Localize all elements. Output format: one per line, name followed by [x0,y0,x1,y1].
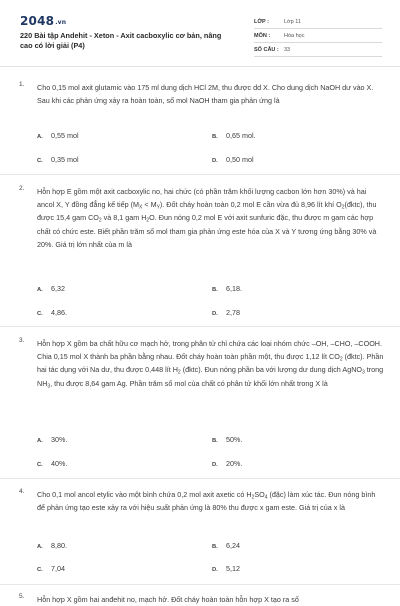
meta-row-class [254,15,382,29]
question-number: 5. [19,593,25,600]
question-text: Hỗn hợp X gồm ba chất hữu cơ mạch hở, trong phân tử chỉ chứa các loại nhóm chức –OH, –CHO, –COOH. Chia 0,15 mol X thành ba phần bằng nhau. Đốt cháy hoàn toàn phần một, thu được 1,12 lít $CO_2$ (đktc). Phần hai tác dụng với Na dư, thu được 0,448 lít $H_2$ (đktc). Đun nóng phần ba với lượng dư dung dịch AgNO$_3$ trong $NH_3$, thu được 8,64 gam Ag. Phần trăm số mol của chất có phân tử khối lớn nhất trong X là [37,339,384,390]
option-d[interactable]: D. 20%. [212,459,243,468]
document-title: 220 Bài tập Andehit - Xeton - Axit cacboxylic cơ bản, nâng cao có lời giải (P4) [20,31,222,50]
option-c[interactable]: C. 40%. [37,459,68,468]
question-number: 3. [19,337,25,344]
meta-key: LỚP : [254,18,269,25]
site-logo[interactable] [20,14,66,28]
question-text: Cho 0,1 mol ancol etylic vào một bình chứa 0,2 mol axit axetic có $H_2SO_4$ (đặc) làm xúc tác. Đun nóng bình để phản ứng tạo este xảy ra với hiệu suất phản ứng là 80% thu được x gam este. Giá trị của x là [37,490,376,513]
option-b[interactable]: B. 0,65 mol. [212,131,256,140]
meta-row-subject [254,29,382,43]
question-number: 4. [19,488,25,495]
option-a[interactable]: A. 30%. [37,435,68,444]
option-a[interactable]: A. 6,32 [37,284,65,293]
question-divider [0,478,400,479]
option-d[interactable]: D. 2,78 [212,308,240,317]
meta-row-count [254,43,382,57]
option-d[interactable]: D. 0,50 mol [212,155,254,164]
question-divider [0,326,400,327]
meta-value: Lớp 11 [284,18,301,25]
option-a[interactable]: A. 8,80. [37,541,67,550]
meta-value: 33 [284,46,291,53]
option-b[interactable]: B. 6,18. [212,284,242,293]
option-a[interactable]: A. 0,55 mol [37,131,79,140]
option-d[interactable]: D. 5,12 [212,564,240,573]
logo-suffix: .vn [55,19,67,26]
meta-table [254,15,382,57]
question-divider [0,174,400,175]
meta-key: MÔN : [254,32,271,39]
question-text: Cho 0,15 mol axit glutamic vào 175 ml dung dịch HCl 2M, thu được dd X. Cho dung dịch NaOH dư vào X. Sau khi các phản ứng xảy ra hoàn toàn, số mol NaOH tham gia phản ứng là [37,83,374,106]
question-text: Hỗn hợp E gồm một axit cacboxylic no, hai chức (có phần trăm khối lượng cacbon lớn hơn 30%) và hai ancol X, Y đồng đẳng kế tiếp $(M_X < M_Y)$. Đốt cháy hoàn toàn 0,2 mol E cần vừa đủ 8,96 lít khí $O_2(đktc)$, thu được 15,4 gam $CO_2$ và 8,1 gam $H_2O$. Đun nóng 0,2 mol E với axit sunfuric đặc, thu được m gam các hợp chất có chức este. Biết phần trăm số mol tham gia phản ứng este hóa của X và Y tương ứng bằng 30% và 20%. Giá trị lớn nhất của m là [37,187,377,249]
question-divider [0,584,400,585]
option-b[interactable]: B. 6,24 [212,541,240,550]
meta-key: SỐ CÂU : [254,46,279,53]
question-number: 2. [19,185,25,192]
option-c[interactable]: C. 7,04 [37,564,65,573]
option-b[interactable]: B. 50%. [212,435,243,444]
question-text: Hỗn hợp X gồm hai anđehit no, mạch hở. Đốt cháy hoàn toàn hỗn hợp X tạo ra số [37,595,299,604]
header-divider [0,66,400,67]
option-c[interactable]: C. 4,86. [37,308,67,317]
logo-text: 2048 [20,14,55,28]
option-c[interactable]: C. 0,35 mol [37,155,79,164]
document-header [0,0,400,64]
question-number: 1. [19,81,25,88]
meta-value: Hóa học [284,32,305,39]
